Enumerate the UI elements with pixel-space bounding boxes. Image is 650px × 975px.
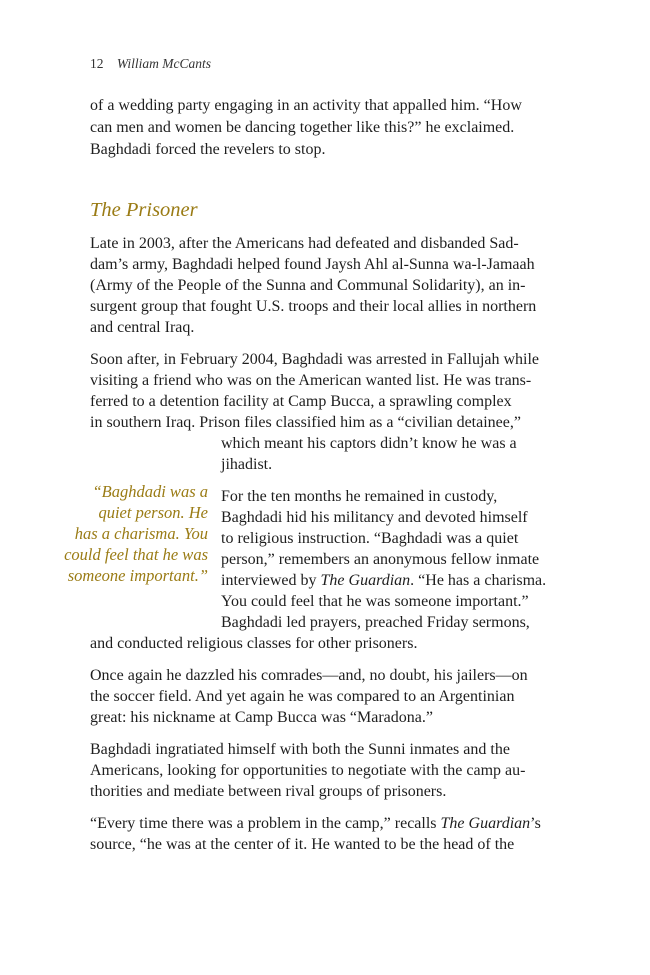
text-line: and conducted religious classes for other prisoners. [90, 635, 418, 652]
text-line: thorities and mediate between rival groups of prisoners. [90, 783, 447, 800]
pull-quote-line: could feel that he was [64, 545, 208, 564]
text-line: Baghdadi hid his militancy and devoted himself [221, 509, 528, 526]
text-line: jihadist. [221, 456, 273, 473]
text-line: in southern Iraq. Prison files classified him as a “civilian detainee,” [90, 414, 521, 431]
running-author: William McCants [116, 56, 211, 71]
text-line: Baghdadi led prayers, preached Friday sermons, [221, 614, 530, 631]
text-fragment: . “He has a charisma. [410, 572, 547, 589]
text-fragment: interviewed by [221, 572, 321, 589]
publication-title: The Guardian [440, 815, 531, 832]
text-fragment: ’s [530, 815, 541, 832]
text-line: to religious instruction. “Baghdadi was a quiet [221, 530, 519, 547]
running-header [90, 56, 211, 72]
text-line: visiting a friend who was on the American wanted list. He was trans- [90, 372, 532, 389]
text-line: great: his nickname at Camp Bucca was “Maradona.” [90, 709, 433, 726]
text-line: of a wedding party engaging in an activity that appalled him. “How [90, 97, 522, 114]
pull-quote-line: “Baghdadi was a [92, 482, 208, 501]
text-line: Americans, looking for opportunities to negotiate with the camp au- [90, 762, 526, 779]
pull-quote-line: someone important.” [67, 566, 208, 585]
text-line [221, 570, 546, 591]
text-line: For the ten months he remained in custody, [221, 488, 498, 505]
text-line: You could feel that he was someone important.” [221, 593, 529, 610]
text-line: Once again he dazzled his comrades—and, no doubt, his jailers—on [90, 667, 528, 684]
text-line: which meant his captors didn’t know he was a [221, 435, 517, 452]
text-line: Late in 2003, after the Americans had defeated and disbanded Sad- [90, 235, 519, 252]
section-heading: The Prisoner [90, 199, 198, 221]
pull-quote-line: quiet person. He [98, 503, 208, 522]
publication-title: The Guardian [320, 572, 411, 589]
text-line: Soon after, in February 2004, Baghdadi was arrested in Fallujah while [90, 351, 540, 368]
text-line: Baghdadi ingratiated himself with both the Sunni inmates and the [90, 741, 510, 758]
text-line: Baghdadi forced the revelers to stop. [90, 141, 326, 158]
pull-quote-line: has a charisma. You [74, 524, 208, 543]
text-line: and central Iraq. [90, 319, 195, 336]
text-line: dam’s army, Baghdadi helped found Jaysh Ahl al-Sunna wa-l-Jamaah [90, 256, 535, 273]
text-line: the soccer field. And yet again he was compared to an Argentinian [90, 688, 515, 705]
page-number: 12 [90, 56, 104, 71]
text-line: source, “he was at the center of it. He wanted to be the head of the [90, 836, 515, 853]
text-fragment: “Every time there was a problem in the camp,” recalls [90, 815, 441, 832]
text-line: (Army of the People of the Sunna and Communal Solidarity), an in- [90, 277, 526, 294]
text-line: ferred to a detention facility at Camp Bucca, a sprawling complex [90, 393, 512, 410]
text-line: can men and women be dancing together like this?” he exclaimed. [90, 119, 515, 136]
text-line [90, 813, 541, 834]
text-line: person,” remembers an anonymous fellow inmate [221, 551, 540, 568]
text-line: surgent group that fought U.S. troops and their local allies in northern [90, 298, 537, 315]
